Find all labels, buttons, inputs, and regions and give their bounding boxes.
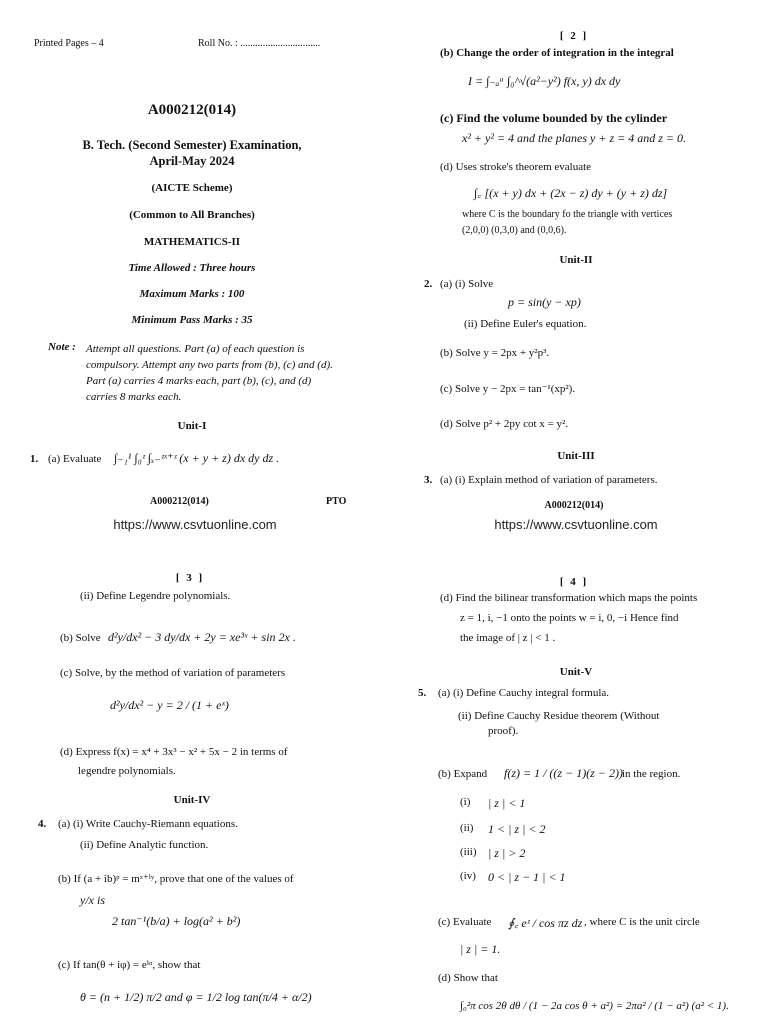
q5d-label: (d) Show that xyxy=(438,972,498,984)
q3c-equation: d²y/dx² − y = 2 / (1 + eˣ) xyxy=(110,698,229,712)
printed-pages: Printed Pages – 4 xyxy=(34,38,104,49)
note-text: Attempt all questions. Part (a) of each question is compulsory. Attempt any two parts from (b), (c) and (d). Part (a) carries 4 marks each, part (b), (c), and (d) carries 8 marks each. xyxy=(86,343,333,403)
q5b-item-text: 0 < | z − 1 | < 1 xyxy=(488,870,566,884)
q1a-integral: ∫₋₁¹ ∫₀ᶻ ∫ₓ₋ᶻˣ⁺ᶻ (x + y + z) dx dy dz . xyxy=(114,451,280,465)
q4b-line2: y/x is xyxy=(80,893,105,907)
question-1-number: 1. xyxy=(30,453,39,465)
minimum-pass-marks: Minimum Pass Marks : 35 xyxy=(131,314,253,326)
q5c-integral: ∮꜀ eᶻ / cos πz dz xyxy=(508,916,583,930)
footer-code: A000212(014) xyxy=(150,496,209,507)
time-allowed: Time Allowed : Three hours xyxy=(128,262,256,274)
q2b: (b) Solve y = 2px + y²p³. xyxy=(440,347,550,359)
branches: (Common to All Branches) xyxy=(129,209,255,221)
q3b-equation: d²y/dx² − 3 dy/dx + 2y = xe³ˣ + sin 2x . xyxy=(108,630,296,644)
q3a-ii: (ii) Define Legendre polynomials. xyxy=(80,590,231,602)
q5b-label: (b) Expand xyxy=(438,768,488,780)
footer-code: A000212(014) xyxy=(544,500,604,511)
q5c-line2: | z | = 1. xyxy=(460,942,501,956)
q4d-line2: z = 1, i, −1 onto the points w = i, 0, −i Hence find xyxy=(460,612,679,624)
q2a-ii: (ii) Define Euler's equation. xyxy=(464,318,587,330)
q1d-where-line1: where C is the boundary fo the triangle with vertices xyxy=(462,209,673,220)
q4b-expression: 2 tan⁻¹(b/a) + log(a² + b²) xyxy=(112,914,241,928)
q4d-line3: the image of | z | < 1 . xyxy=(460,632,556,644)
q5c-tail: , where C is the unit circle xyxy=(584,916,700,928)
q1d-integral: ∫꜀ [(x + y) dx + (2x − z) dy + (y + z) dz] xyxy=(474,186,668,200)
exam-title-line1: B. Tech. (Second Semester) Examination, xyxy=(82,138,302,152)
q5b-item-label: (ii) xyxy=(460,822,474,834)
q1d-label: (d) Uses stroke's theorem evaluate xyxy=(440,161,592,173)
scheme: (AICTE Scheme) xyxy=(151,182,233,194)
paper-code: A000212(014) xyxy=(147,102,237,118)
q3d-line1: (d) Express f(x) = x⁴ + 3x³ − x² + 5x − 2 in terms of xyxy=(60,746,288,758)
q2c: (c) Solve y − 2px = tan⁻¹(xp²). xyxy=(440,383,576,395)
page-number: [ 2 ] xyxy=(559,30,589,42)
q5a-ii-line2: proof). xyxy=(488,725,519,737)
q3a-i: (a) (i) Explain method of variation of parameters. xyxy=(440,474,658,486)
q5a-ii-line1: (ii) Define Cauchy Residue theorem (Without xyxy=(458,710,660,722)
q5b-item-text: | z | > 2 xyxy=(488,846,526,860)
q3d-line2: legendre polynomials. xyxy=(78,765,176,777)
q1c-line2: x² + y² = 4 and the planes y + z = 4 and z = 0. xyxy=(462,131,686,145)
q2a-label: (a) (i) Solve xyxy=(440,278,494,290)
page-number: [ 4 ] xyxy=(559,576,589,588)
question-5-number: 5. xyxy=(418,687,427,699)
q5b-item-label: (iv) xyxy=(460,870,476,882)
q5b-item-label: (i) xyxy=(460,796,471,808)
question-4-number: 4. xyxy=(38,818,47,830)
question-3-number: 3. xyxy=(424,474,433,486)
roll-number: Roll No. : ................................ xyxy=(198,38,321,49)
note-label: Note : xyxy=(48,341,76,353)
q4c-line1: (c) If tan(θ + iφ) = eⁱᵅ, show that xyxy=(58,959,201,971)
maximum-marks: Maximum Marks : 100 xyxy=(139,288,245,300)
unit-4-heading: Unit-IV xyxy=(173,794,211,806)
question-2-number: 2. xyxy=(424,278,433,290)
pto: PTO xyxy=(326,496,347,507)
q5b-tail: in the region. xyxy=(622,768,681,780)
page-3 xyxy=(0,550,384,1024)
q5d-equation: ∫₀²π cos 2θ dθ / (1 − 2a cos θ + a²) = 2πa² / (1 − a²) (a² < 1). xyxy=(460,1000,729,1012)
q5b-item-text: 1 < | z | < 2 xyxy=(488,822,546,836)
unit-5-heading: Unit-V xyxy=(559,666,593,678)
q2d: (d) Solve p² + 2py cot x = y². xyxy=(440,418,569,430)
q1a-label: (a) Evaluate xyxy=(48,453,102,465)
q3c-label: (c) Solve, by the method of variation of parameters xyxy=(60,667,286,679)
q1b-integral: I = ∫₋ₐᵃ ∫₀^√(a²−y²) f(x, y) dx dy xyxy=(468,74,621,88)
q5b-item-label: (iii) xyxy=(460,846,477,858)
unit-1-heading: Unit-I xyxy=(177,420,207,432)
q4a-ii: (ii) Define Analytic function. xyxy=(80,839,209,851)
q4a-i: (a) (i) Write Cauchy-Riemann equations. xyxy=(58,818,238,830)
q2a-equation: p = sin(y − xp) xyxy=(508,295,581,309)
footer-url: https://www.csvtuonline.com xyxy=(494,517,658,532)
q1b-label: (b) Change the order of integration in the integral xyxy=(440,47,674,59)
q3b-label: (b) Solve xyxy=(60,632,101,644)
exam-title-line2: April-May 2024 xyxy=(149,154,235,168)
q4d-line1: (d) Find the bilinear transformation which maps the points xyxy=(440,592,698,604)
footer-url: https://www.csvtuonline.com xyxy=(113,517,277,532)
page-1 xyxy=(0,0,384,545)
q1d-where-line2: (2,0,0) (0,3,0) and (0,0,6). xyxy=(462,225,567,236)
q5a-i: (a) (i) Define Cauchy integral formula. xyxy=(438,687,610,699)
page-2 xyxy=(384,0,768,545)
q5c-label: (c) Evaluate xyxy=(438,916,492,928)
unit-3-heading: Unit-III xyxy=(557,450,595,462)
subject: MATHEMATICS-II xyxy=(143,236,241,248)
page-number: [ 3 ] xyxy=(175,572,205,584)
q4b-line1: (b) If (a + ib)ᵖ = mˣ⁺ⁱʸ, prove that one of the values of xyxy=(58,873,294,885)
q1c-line1: (c) Find the volume bounded by the cylinder xyxy=(440,111,668,125)
q5b-function: f(z) = 1 / ((z − 1)(z − 2)) xyxy=(504,766,623,780)
page-4 xyxy=(384,550,768,1024)
q5b-item-text: | z | < 1 xyxy=(488,796,526,810)
unit-2-heading: Unit-II xyxy=(559,254,593,266)
q4c-equation: θ = (n + 1/2) π/2 and φ = 1/2 log tan(π/4 + α/2) xyxy=(80,990,312,1004)
